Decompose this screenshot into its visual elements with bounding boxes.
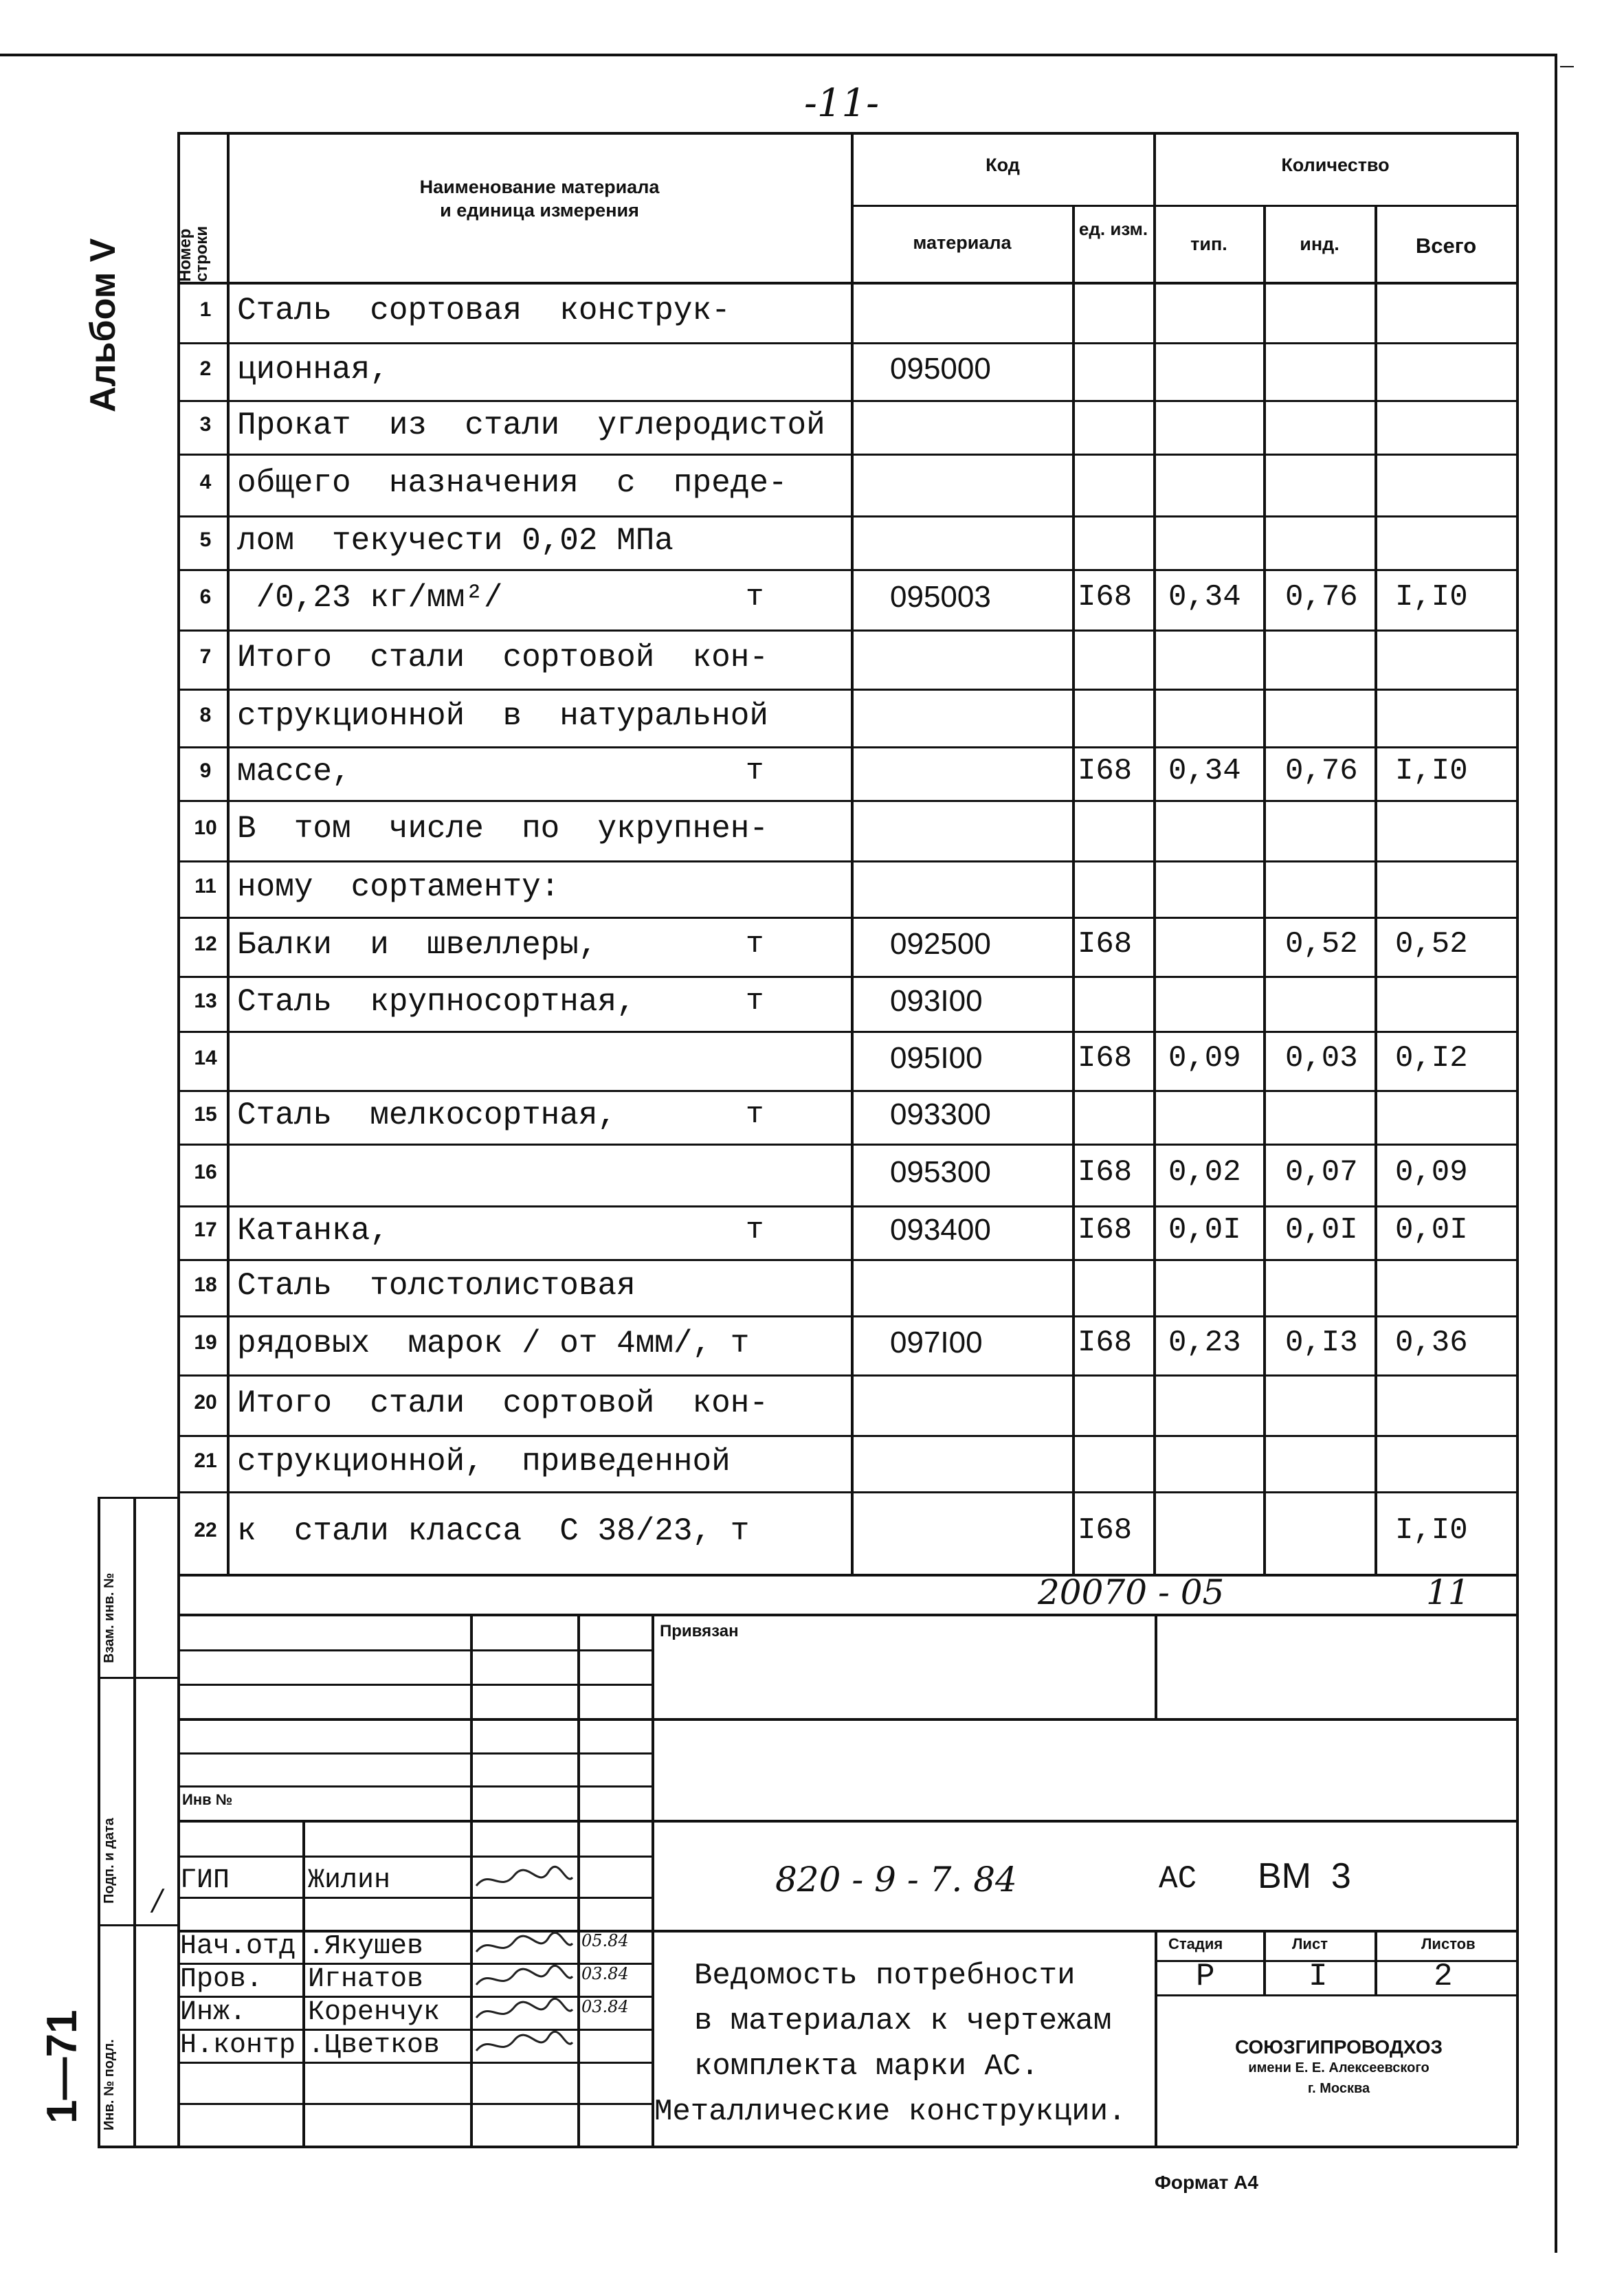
sheets-value: 2 (1434, 1959, 1453, 1994)
row-name: Итого стали сортовой кон- (237, 640, 768, 676)
row-name: общего назначения с преде- (237, 465, 788, 501)
header-code: Код (986, 155, 1020, 175)
row-number: 14 (194, 1047, 217, 1069)
stage-value: Р (1196, 1959, 1215, 1994)
row-qty-tip: 0,0I (1168, 1213, 1241, 1247)
title-line-4: Металлические конструкции. (654, 2095, 1126, 2129)
row-number: 19 (194, 1331, 217, 1354)
row-unit: т (746, 927, 764, 961)
row-qty-total: 0,36 (1395, 1326, 1468, 1360)
header-quantity: Количество (1281, 155, 1390, 175)
format-label: Формат А4 (1155, 2172, 1258, 2193)
row-material-code: 095000 (890, 352, 991, 386)
sheet-code: ВМ 3 (1258, 1856, 1351, 1896)
side-mark: 1—71 (38, 2009, 86, 2124)
row-qty-tip: 0,23 (1168, 1326, 1241, 1360)
row-material-code: 095003 (890, 580, 991, 614)
stage-label: Стадия (1168, 1935, 1223, 1952)
title-line-2: в материалах к чертежам (694, 2004, 1112, 2038)
row-name: Балки и швеллеры, (237, 927, 598, 963)
row-qty-total: 0,52 (1395, 927, 1468, 961)
header-name: Наименование материала и единица измерения (419, 177, 660, 221)
row-number: 11 (194, 875, 216, 898)
row-number: 16 (194, 1161, 217, 1183)
row-name: к стали класса С 38/23, т (237, 1513, 750, 1549)
row-name: Прокат из стали углеродистой (237, 408, 825, 443)
signer-role: Инж. (180, 1997, 247, 2028)
header-total: Всего (1415, 234, 1477, 258)
signature-scribble (473, 1964, 576, 1994)
side-label-podp: Подп. и дата (102, 1818, 117, 1904)
side-label-vzam: Взам. инв. № (102, 1572, 117, 1663)
row-material-code: 092500 (890, 927, 991, 961)
row-qty-tip: 0,09 (1168, 1041, 1241, 1076)
signer-name: Коренчук (308, 1997, 441, 2028)
row-unit-code: I68 (1078, 580, 1133, 614)
signer-date: 03.84 (581, 1997, 629, 2016)
row-unit-code: I68 (1078, 1155, 1133, 1190)
signer-date: 05.84 (581, 1931, 629, 1950)
sheets-label: Листов (1421, 1935, 1476, 1952)
title-line-1: Ведомость потребности (694, 1959, 1076, 1993)
row-material-code: 095300 (890, 1155, 991, 1189)
row-unit-code: I68 (1078, 1041, 1133, 1076)
row-number: 6 (199, 586, 212, 608)
sheet-label: Лист (1292, 1935, 1328, 1952)
row-number: 21 (194, 1449, 217, 1472)
row-unit-code: I68 (1078, 754, 1133, 788)
row-unit: т (746, 984, 764, 1018)
row-unit: т (746, 580, 764, 614)
privyazan-label: Привязан (660, 1622, 739, 1640)
row-name: рядовых марок / от 4мм/, т (237, 1326, 750, 1361)
header-row-number: Номер строки (176, 225, 211, 282)
row-number: 18 (194, 1273, 217, 1296)
row-name: лом текучести 0,02 МПа (237, 523, 674, 559)
signer-name: Жилин (308, 1865, 391, 1896)
row-number: 10 (194, 816, 217, 839)
slash-mark: / (153, 1883, 163, 1917)
row-unit-code: I68 (1078, 1326, 1133, 1360)
signer-role: ГИП (180, 1865, 230, 1896)
row-material-code: 093I00 (890, 984, 983, 1018)
organization (1161, 2037, 1516, 2099)
row-number: 20 (194, 1391, 217, 1414)
album-label: Альбом V (83, 238, 123, 412)
row-qty-tip: 0,34 (1168, 580, 1241, 614)
row-number: 1 (199, 298, 212, 321)
row-number: 7 (199, 645, 212, 668)
signer-role: Нач.отд (180, 1931, 296, 1962)
row-qty-ind: 0,52 (1285, 927, 1358, 961)
row-name: струкционной, приведенной (237, 1444, 731, 1480)
row-qty-total: 0,0I (1395, 1213, 1468, 1247)
mark: АС (1159, 1861, 1197, 1897)
row-qty-ind: 0,I3 (1285, 1326, 1358, 1360)
row-qty-ind: 0,0I (1285, 1213, 1358, 1247)
row-name: массе, (237, 754, 351, 790)
row-qty-total: I,I0 (1395, 754, 1468, 788)
row-qty-ind: 0,07 (1285, 1155, 1358, 1190)
row-name: струкционной в натуральной (237, 698, 768, 734)
document-title (654, 1953, 1126, 2135)
row-number: 15 (194, 1103, 217, 1126)
signature-scribble (473, 1931, 576, 1961)
row-name: /0,23 кг/мм²/ (237, 580, 503, 616)
row-number: 5 (199, 528, 212, 551)
row-qty-ind: 0,76 (1285, 754, 1358, 788)
header-unit: ед. изм. (1078, 219, 1148, 239)
row-unit-code: I68 (1078, 1213, 1133, 1247)
row-unit: т (746, 1213, 764, 1247)
row-name: ному сортаменту: (237, 869, 560, 905)
row-material-code: 093300 (890, 1098, 991, 1131)
row-name: Сталь толстолистовая (237, 1268, 636, 1304)
side-label-inv-podl: Инв. № подл. (102, 2039, 117, 2130)
row-name: ционная, (237, 352, 389, 388)
row-number: 17 (194, 1218, 217, 1241)
row-number: 4 (199, 471, 212, 493)
row-number: 12 (194, 933, 217, 955)
header-ind: инд. (1300, 234, 1339, 254)
row-unit: т (746, 1098, 764, 1132)
signer-date: 03.84 (581, 1964, 629, 1983)
signer-role: Н.контр (180, 2030, 296, 2061)
row-qty-ind: 0,03 (1285, 1041, 1358, 1076)
signature-scribble (473, 1997, 576, 2027)
row-number: 8 (199, 704, 212, 726)
inv-no-label: Инв № (182, 1791, 233, 1808)
row-number: 2 (199, 357, 212, 380)
sheet-value: I (1309, 1959, 1328, 1994)
row-number: 22 (194, 1519, 217, 1541)
row-number: 9 (199, 759, 212, 782)
row-name: Сталь мелкосортная, (237, 1098, 617, 1133)
row-material-code: 097I00 (890, 1326, 983, 1359)
org-line-2: имени Е. Е. Алексеевского (1248, 2060, 1430, 2075)
signer-name: .Цветков (308, 2030, 441, 2061)
row-name: Сталь крупносортная, (237, 984, 636, 1020)
signer-name: .Якушев (308, 1931, 424, 1962)
row-material-code: 095I00 (890, 1041, 983, 1075)
doc-reference: 20070 - 05 (1038, 1572, 1225, 1612)
row-qty-tip: 0,34 (1168, 754, 1241, 788)
org-line-3: г. Москва (1307, 2081, 1370, 2096)
row-qty-total: 0,I2 (1395, 1041, 1468, 1076)
row-unit: т (746, 754, 764, 788)
header-material: материала (913, 232, 1012, 253)
title-line-3: комплекта марки АС. (694, 2049, 1039, 2084)
row-name: Катанка, (237, 1213, 389, 1249)
row-name: В том числе по укрупнен- (237, 811, 768, 847)
row-qty-ind: 0,76 (1285, 580, 1358, 614)
signer-role: Пров. (180, 1964, 263, 1995)
row-qty-total: I,I0 (1395, 580, 1468, 614)
row-number: 3 (199, 413, 212, 436)
signature-scribble (473, 2030, 576, 2060)
page-number: -11- (804, 81, 880, 126)
row-unit-code: I68 (1078, 927, 1133, 961)
row-number: 13 (194, 990, 217, 1012)
designation: 820 - 9 - 7. 84 (775, 1860, 1017, 1900)
org-line-1: СОЮЗГИПРОВОДХОЗ (1234, 2036, 1443, 2058)
row-name: Сталь сортовая конструк- (237, 293, 731, 328)
header-tip: тип. (1190, 234, 1227, 254)
row-unit-code: I68 (1078, 1513, 1133, 1548)
row-material-code: 093400 (890, 1213, 991, 1247)
row-qty-tip: 0,02 (1168, 1155, 1241, 1190)
row-name: Итого стали сортовой кон- (237, 1385, 768, 1421)
signer-name: Игнатов (308, 1964, 424, 1995)
row-qty-total: I,I0 (1395, 1513, 1468, 1548)
signature-scribble (473, 1865, 576, 1895)
row-qty-total: 0,09 (1395, 1155, 1468, 1190)
sheet-reference: 11 (1426, 1572, 1470, 1612)
